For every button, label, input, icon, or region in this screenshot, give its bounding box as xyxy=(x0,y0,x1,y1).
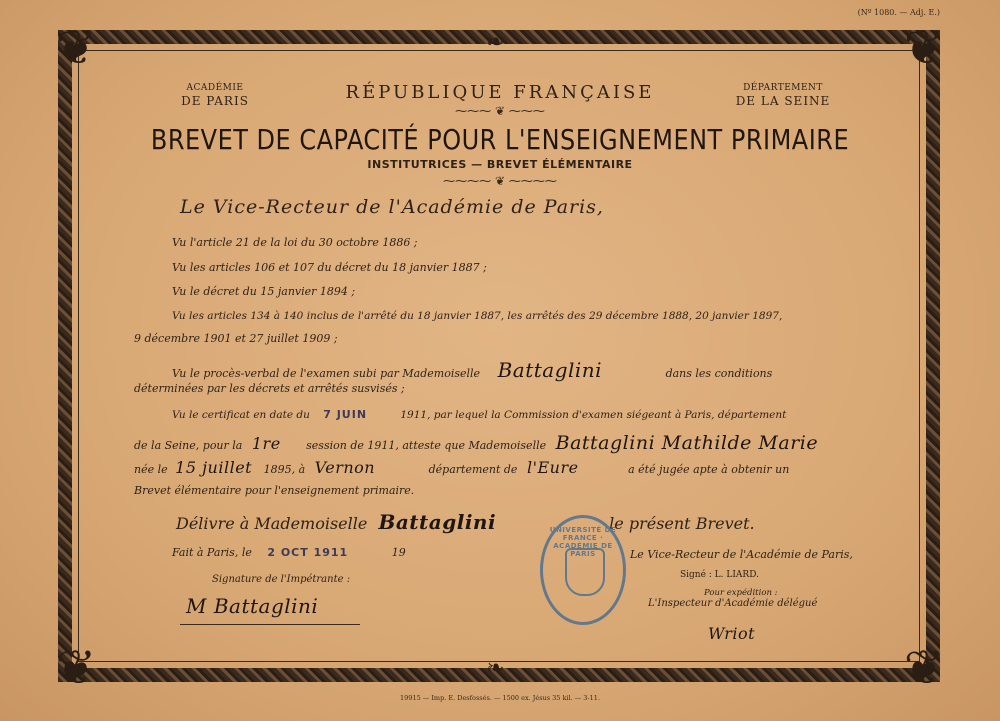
delivery-suffix: le présent Brevet. xyxy=(609,514,755,533)
corner-ornament-icon: ❦ xyxy=(55,640,97,696)
birth-prefix: née le xyxy=(134,463,168,476)
inspecteur-signature: Wriot xyxy=(708,624,756,643)
authority-signed: Signé : L. LIARD. xyxy=(680,570,759,580)
certificat-date-stamp: 7 JUIN xyxy=(323,408,368,421)
delivery-name: Battaglini xyxy=(378,510,497,534)
departement-block xyxy=(703,82,863,108)
fait-suffix: 19 xyxy=(391,546,406,559)
delivery-prefix: Délivre à Mademoiselle xyxy=(176,514,368,533)
birth-date: 15 juillet xyxy=(175,458,253,477)
certificat-line-2 xyxy=(134,432,818,454)
birth-place: Vernon xyxy=(314,458,376,477)
academie-label: ACADÉMIE xyxy=(186,83,244,93)
fait-prefix: Fait à Paris, le xyxy=(172,546,252,559)
authority-title: Le Vice-Recteur de l'Académie de Paris, xyxy=(630,548,853,561)
delivery-line xyxy=(176,510,755,534)
consideration-line: Vu les articles 106 et 107 du décret du 18 janvier 1887 ; xyxy=(172,261,487,274)
corner-ornament-icon: ❦ xyxy=(903,20,945,76)
consideration-line: 9 décembre 1901 et 27 juillet 1909 ; xyxy=(134,332,338,345)
certificat-mid: 1911, par lequel la Commission d'examen siégeant à Paris, département xyxy=(400,409,787,421)
authority-pour-expedition: Pour expédition : xyxy=(704,588,778,598)
session-number: 1re xyxy=(251,434,281,453)
bottom-ornament-icon: ❧ xyxy=(486,656,505,681)
proces-verbal-line xyxy=(172,358,772,382)
certificat-line-3 xyxy=(134,458,789,477)
proces-verbal-prefix: Vu le procès-verbal de l'examen subi par Mademoiselle xyxy=(172,367,481,380)
divider-ornament-icon: ⁓⁓⁓⁓ ❦ ⁓⁓⁓⁓ xyxy=(443,174,557,188)
dept-label: département de xyxy=(428,463,518,476)
certificate-title: BREVET DE CAPACITÉ POUR L'ENSEIGNEMENT PRIMAIRE xyxy=(150,123,850,157)
candidate-full-name: Battaglini Mathilde Marie xyxy=(555,432,819,454)
corner-ornament-icon: ❦ xyxy=(55,20,97,76)
form-reference: (Nº 1080. — Adj. E.) xyxy=(857,8,940,17)
seal-emblem-icon xyxy=(565,548,605,596)
signature-label: Signature de l'Impétrante : xyxy=(212,574,351,585)
departement-name: DE LA SEINE xyxy=(735,94,831,108)
consideration-line: Vu les articles 134 à 140 inclus de l'arrêté du 18 janvier 1887, les arrêtés des 29 décembre 1888, 20 janvier 1897, xyxy=(172,310,783,322)
candidate-signature: M Battaglini xyxy=(186,594,319,618)
signature-underline xyxy=(180,624,360,625)
candidate-name-handwritten: Battaglini xyxy=(497,358,603,382)
fait-line xyxy=(172,546,406,559)
academie-name: DE PARIS xyxy=(181,94,249,108)
top-ornament-icon: ❧ xyxy=(486,30,505,55)
certificat-line3-suffix: a été jugée apte à obtenir un xyxy=(628,463,790,476)
fait-date-stamp: 2 OCT 1911 xyxy=(267,546,349,559)
certificat-line-4: Brevet élémentaire pour l'enseignement primaire. xyxy=(134,484,415,497)
birth-department: l'Eure xyxy=(526,458,579,477)
divider-ornament-icon: ⁓⁓⁓ ❦ ⁓⁓⁓ xyxy=(455,104,545,118)
departement-label: DÉPARTEMENT xyxy=(743,83,823,93)
republique-heading: RÉPUBLIQUE FRANÇAISE xyxy=(345,82,655,103)
consideration-line: Vu l'article 21 de la loi du 30 octobre 1886 ; xyxy=(172,236,418,249)
consideration-line: Vu le décret du 15 janvier 1894 ; xyxy=(172,285,356,298)
proces-verbal-line-2: déterminées par les décrets et arrêtés susvisés ; xyxy=(134,382,405,395)
certificat-line2-prefix: de la Seine, pour la xyxy=(134,439,243,452)
authority-inspecteur: L'Inspecteur d'Académie délégué xyxy=(648,598,818,609)
certificat-prefix: Vu le certificat en date du xyxy=(172,409,310,421)
issuer-heading: Le Vice-Recteur de l'Académie de Paris, xyxy=(180,196,604,218)
seal-text: UNIVERSITÉ DE FRANCE · ACADÉMIE DE PARIS xyxy=(549,526,617,558)
proces-verbal-suffix: dans les conditions xyxy=(665,367,773,380)
certificat-line2-mid: session de 1911, atteste que Mademoiselle xyxy=(306,439,547,452)
printer-imprint: 19915 — Imp. E. Desfossés. — 1500 ex. Jésus 35 kil. — 3-11. xyxy=(400,694,600,702)
certificat-line xyxy=(172,408,786,421)
university-seal xyxy=(540,515,626,625)
certificate-subtitle: INSTITUTRICES — BREVET ÉLÉMENTAIRE xyxy=(367,158,633,171)
corner-ornament-icon: ❦ xyxy=(903,640,945,696)
birth-year: 1895, à xyxy=(263,463,306,476)
